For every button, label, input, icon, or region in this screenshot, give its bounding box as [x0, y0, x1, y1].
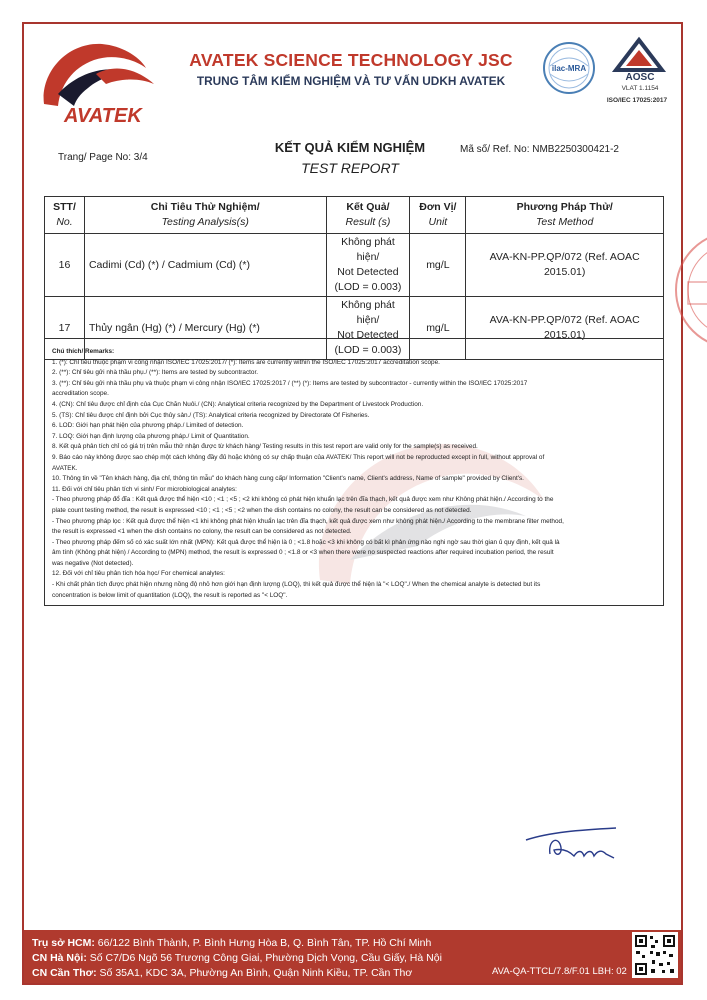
header-analysis: Chỉ Tiêu Thử Nghiệm/ Testing Analysis(s)	[84, 197, 326, 234]
company-name: AVATEK SCIENCE TECHNOLOGY JSC	[189, 50, 513, 70]
remark-line: - Theo phương pháp đếm số có xác suất lớn nhất (MPN): Kết quả được thể hiện là 0 ; <1.8 hoặc <3 khi không có bất kì phản ứng nào nghi ngờ sau thời gian ủ quy định, kết quả là	[52, 538, 560, 546]
remark-line: 9. Báo cáo này không được sao chép một cách không đầy đủ hoặc không có sự chấp thuận của AVATEK/ This report will not be reproducted except in full, without approval of	[52, 453, 545, 461]
iso-label: ISO/IEC 17025:2017	[606, 97, 668, 104]
aosc-text: AOSC	[625, 72, 655, 83]
reference-number: Mã số/ Ref. No: NMB2250300421-2	[460, 144, 619, 155]
remark-line: accreditation scope.	[52, 390, 109, 398]
report-title-vn: KẾT QUẢ KIỂM NGHIỆM	[274, 140, 426, 155]
cell-unit: mg/L	[410, 297, 466, 360]
cell-method: AVA-KN-PP.QP/072 (Ref. AOAC 2015.01)	[466, 297, 664, 360]
remarks-box	[44, 338, 664, 606]
remark-line: - Khi chất phân tích được phát hiện nhưng nồng độ nhỏ hơn giới hạn định lượng (LOQ), thì kết quả được thể hiện là "< LOQ"./ When the chemical analyte is detected but its	[52, 581, 541, 589]
cell-method: AVA-KN-PP.QP/072 (Ref. AOAC 2015.01)	[466, 234, 664, 297]
header-unit: Đơn Vị/ Unit	[410, 197, 466, 234]
remarks-title: Chú thích/ Remarks:	[52, 348, 115, 355]
stamp-fragment	[674, 210, 707, 370]
remark-line: 4. (CN): Chỉ tiêu được chỉ định của Cục Chăn Nuôi./ (CN): Analytical criteria recognized by the Department of Livestock Production.	[52, 400, 424, 408]
document-code: AVA-QA-TTCL/7.8/F.01 LBH: 02	[492, 966, 627, 977]
remark-line: 8. Kết quả phân tích chỉ có giá trị trên mẫu thử nhận được từ khách hàng/ Testing results in this test report are valid only for the sample(s) as received.	[52, 443, 478, 451]
header-stt: STT/ No.	[45, 197, 85, 234]
remark-line: 10. Thông tin về "Tên khách hàng, địa chỉ, thông tin mẫu" do khách hàng cung cấp/ Information "Client's name, Client's address, Name of sample" provided by Client's.	[52, 475, 524, 483]
aosc-vlat: VLAT 1.1154	[621, 85, 659, 92]
company-subtitle: TRUNG TÂM KIỂM NGHIỆM VÀ TƯ VẤN UDKH AVATEK	[196, 74, 506, 88]
page-number: Trang/ Page No: 3/4	[58, 152, 148, 163]
footer-cantho: CN Cần Thơ: Số 35A1, KDC 3A, Phường An Bình, Quận Ninh Kiều, TP. Cần Thơ	[32, 967, 413, 979]
table-row	[45, 234, 664, 297]
ilac-mra-badge	[540, 40, 598, 100]
cell-analysis: Thủy ngân (Hg) (*) / Mercury (Hg) (*)	[84, 297, 326, 360]
remark-line: 2. (**): Chỉ tiêu gửi nhà thầu phụ./ (**): Items are tested by subcontractor.	[52, 369, 259, 377]
cell-result: Không phát hiện/ Not Detected (LOD = 0.003)	[326, 297, 410, 360]
remark-line: was negative (Not detected).	[52, 559, 134, 567]
remark-line: - Theo phương pháp đổ đĩa : Kết quả được thể hiện <10 ; <1 ; <5 ; <2 khi không có phát hiện khuẩn lạc trên đĩa thạch, kết quả được xem như Không phát hiện./ According to the	[52, 496, 554, 504]
cell-analysis: Cadimi (Cd) (*) / Cadmium (Cd) (*)	[84, 234, 326, 297]
ilac-text: ilac-MRA	[551, 64, 587, 73]
signature	[520, 818, 640, 868]
table-header-row	[45, 197, 664, 234]
report-title-en: TEST REPORT	[301, 160, 399, 176]
avatek-logo	[36, 34, 166, 130]
footer-hcm: Trụ sở HCM: 66/122 Bình Thành, P. Bình Hưng Hòa B, Q. Bình Tân, TP. Hồ Chí Minh	[32, 937, 432, 949]
remark-line: - Theo phương pháp lọc : Kết quả được thể hiện <1 khi không phát hiện khuẩn lạc trên đĩa thạch, kết quả được xem như không phát hiện./ According to the membrane filter method,	[52, 517, 564, 525]
results-table	[44, 196, 664, 360]
remark-line: 11. Đối với chỉ tiêu phân tích vi sinh/ For microbiological analytes:	[52, 485, 237, 493]
remark-line: 1. (*): Chỉ tiêu thuộc phạm vi công nhận ISO/IEC 17025:2017/ (*): Items are currently within the ISO/IEC 17025:2017 accreditation scope.	[52, 358, 440, 366]
cell-unit: mg/L	[410, 234, 466, 297]
cell-result: Không phát hiện/ Not Detected (LOD = 0.003)	[326, 234, 410, 297]
cell-no: 16	[45, 234, 85, 297]
remark-line: plate count testing method, the result is expressed <10 ; <1 ; <5 ; <2 when the dish contains no colony, the result can be considered as not detected.	[52, 506, 472, 514]
remark-line: the result is expressed <1 when the dish contains no colony, the result can be considered as not detected.	[52, 528, 352, 536]
remark-line: 5. (TS): Chỉ tiêu được chỉ định bởi Cục thủy sản./ (TS): Analytical criteria recognized by Directorate Of Fisheries.	[52, 411, 370, 419]
header-method: Phương Pháp Thử/ Test Method	[466, 197, 664, 234]
remark-line: 12. Đối với chỉ tiêu phân tích hóa học/ For chemical analytes:	[52, 570, 225, 578]
header-result: Kết Quả/ Result (s)	[326, 197, 410, 234]
remark-line: 7. LOQ: Giới hạn định lượng của phương pháp./ Limit of Quantitation.	[52, 432, 250, 440]
remark-line: AVATEK.	[52, 464, 78, 472]
qr-code	[632, 932, 678, 978]
remark-line: 6. LOD: Giới hạn phát hiện của phương pháp./ Limited of detection.	[52, 422, 244, 430]
remark-line: concentration is below limit of quantitation (LOQ), the result is reported as "< LOQ".	[52, 591, 288, 599]
footer-hanoi: CN Hà Nội: Số C7/D6 Ngõ 56 Trương Công Giai, Phường Dịch Vọng, Cầu Giấy, Hà Nội	[32, 952, 442, 964]
cell-no: 17	[45, 297, 85, 360]
remark-line: 3. (**): Chỉ tiêu gửi nhà thầu phụ và thuộc phạm vi công nhận ISO/IEC 17025:2017 / (**) (*): Items are tested by subcontractor - currently within the ISO/IEC 17025:2017	[52, 379, 528, 387]
remark-line: âm tính (Không phát hiện) / According to (MPN) method, the result is expressed 0 ; <1.8 or <3 when there were no suspected reactions after required incubation period, the result	[52, 549, 554, 557]
logo-text: AVATEK	[64, 105, 142, 127]
